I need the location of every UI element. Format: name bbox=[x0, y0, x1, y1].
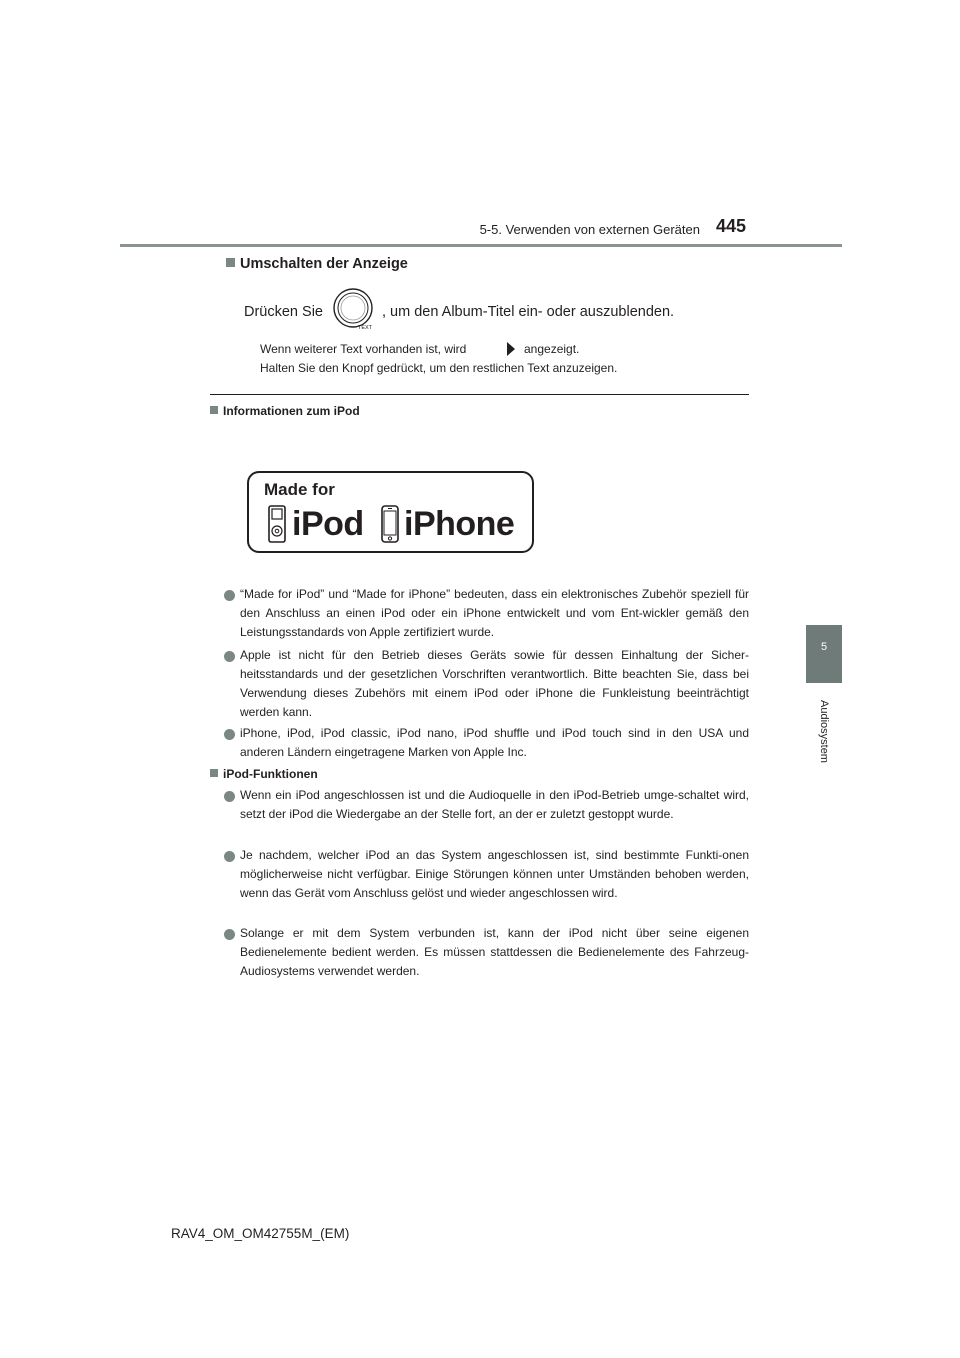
ipod-info-item: Apple ist nicht für den Betrieb dieses Geräts sowie für dessen Einhaltung der Sicher-heitsstandards und der gesetzlichen Vorschriften verantwortlich. Bitte beachten Sie, dass bei Verwendung dieses Zubehörs mit einem iPod oder iPhone die Funkleistung beeinträchtigt werden kann. bbox=[240, 648, 749, 719]
logo-made-for: Made for bbox=[264, 480, 335, 499]
header-rule bbox=[120, 244, 842, 247]
ipod-info-heading bbox=[210, 404, 360, 418]
square-bullet-icon bbox=[210, 406, 218, 414]
logo-iphone: iPhone bbox=[404, 505, 515, 543]
bullet-dot-icon bbox=[224, 590, 235, 601]
press-instruction-before: Drücken Sie bbox=[244, 304, 323, 320]
ipod-functions-heading bbox=[210, 767, 318, 781]
switch-display-heading-text: Umschalten der Anzeige bbox=[240, 256, 408, 272]
ipod-functions-item: Je nachdem, welcher iPod an das System angeschlossen ist, sind bestimmte Funkti-onen möglicherweise nicht verfügbar. Einige Störungen können unter Umständen behoben werden, wenn das Gerät vom Anschluss gelöst und wieder angeschlossen wird. bbox=[240, 848, 749, 900]
iphone-device-icon bbox=[380, 505, 400, 543]
bullet-dot-icon bbox=[224, 651, 235, 662]
chapter-number: 5 bbox=[820, 641, 828, 653]
ipod-functions-item: Solange er mit dem System verbunden ist, kann der iPod nicht über seine eigenen Bedienelemente bedient werden. Es müssen stattdessen die Bedienelemente des Fahrzeug-Audiosystems verwendet werden. bbox=[240, 926, 749, 978]
logo-ipod: iPod bbox=[292, 505, 364, 543]
bullet-dot-icon bbox=[224, 851, 235, 862]
page-number: 445 bbox=[716, 216, 747, 236]
ipod-info-item: “Made for iPod” und “Made for iPhone” bedeuten, dass ein elektronisches Zubehör speziell für den Anschluss an einen iPod oder ein iPhone entwickelt und vom Ent-wickler gemäß den Leistungsstandards von Apple zertifiziert wurde. bbox=[240, 587, 749, 639]
switch-display-heading bbox=[226, 256, 408, 272]
document-code: RAV4_OM_OM42755M_(EM) bbox=[171, 1226, 350, 1241]
bullet-dot-icon bbox=[224, 929, 235, 940]
square-bullet-icon bbox=[210, 769, 218, 777]
section-label: 5-5. Verwenden von externen Geräten bbox=[479, 222, 700, 237]
ipod-functions-heading-text: iPod-Funktionen bbox=[223, 767, 318, 781]
bullet-dot-icon bbox=[224, 729, 235, 740]
note-hold-knob: Halten Sie den Knopf gedrückt, um den restlichen Text anzuzeigen. bbox=[260, 361, 618, 375]
chapter-title: Audiosystem bbox=[818, 700, 830, 763]
section-divider bbox=[210, 394, 749, 395]
ipod-device-icon bbox=[267, 505, 287, 543]
note-more-text-before: Wenn weiterer Text vorhanden ist, wird bbox=[260, 342, 467, 356]
text-knob-icon bbox=[332, 288, 374, 330]
square-bullet-icon bbox=[226, 258, 235, 267]
press-instruction-after: , um den Album-Titel ein- oder auszublenden. bbox=[382, 304, 675, 320]
ipod-functions-item: Wenn ein iPod angeschlossen ist und die Audioquelle in den iPod-Betrieb umge-schaltet wird, setzt der iPod die Wiedergabe an der Stelle fort, an der er zuletzt gestoppt wurde. bbox=[240, 788, 749, 821]
bullet-dot-icon bbox=[224, 791, 235, 802]
chapter-tab bbox=[806, 625, 842, 683]
knob-label: TEXT bbox=[357, 325, 373, 330]
chapter-side-label bbox=[806, 700, 842, 820]
more-text-arrow-icon bbox=[505, 340, 517, 358]
ipod-info-item: iPhone, iPod, iPod classic, iPod nano, iPod shuffle und iPod touch sind in den USA und anderen Ländern eingetragene Marken von Apple Inc. bbox=[240, 726, 749, 759]
ipod-info-heading-text: Informationen zum iPod bbox=[223, 404, 360, 418]
note-more-text-after: angezeigt. bbox=[524, 342, 580, 356]
